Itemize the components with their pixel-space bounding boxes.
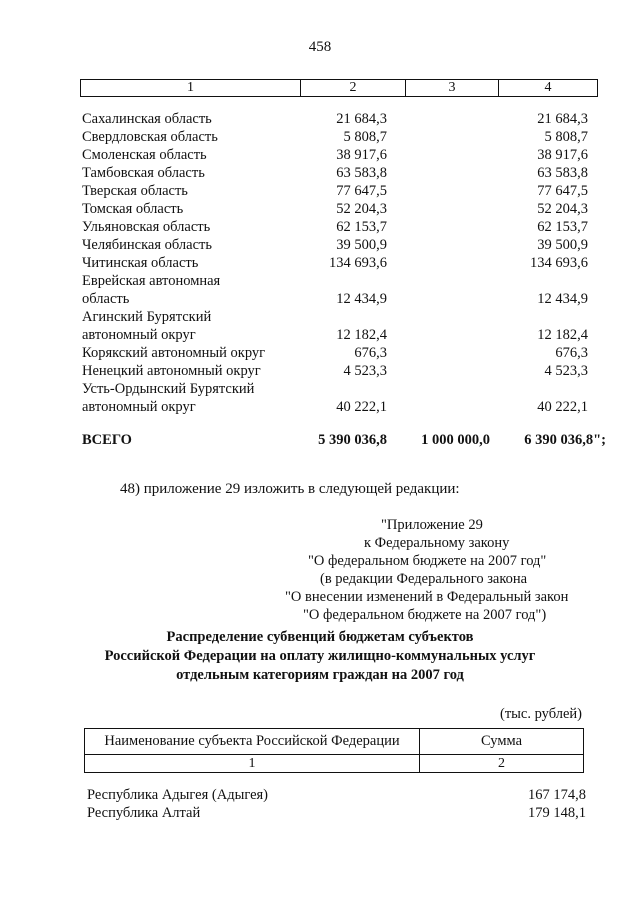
region-value-v4: 676,3: [555, 345, 588, 361]
region-value-v2: 5 808,7: [343, 129, 387, 145]
region-value-v4: 12 434,9: [537, 291, 588, 307]
region-value-v4: 39 500,9: [537, 237, 588, 253]
title-line: Распределение субвенций бюджетам субъектов: [166, 629, 474, 645]
region-value-v2: 39 500,9: [336, 237, 387, 253]
region-value-v2: 38 917,6: [336, 147, 387, 163]
table2-column-numbers: [84, 754, 584, 773]
region-value-v2: 63 583,8: [336, 165, 387, 181]
region-value-v2: 52 204,3: [336, 201, 387, 217]
region-name: Республика Адыгея (Адыгея): [87, 787, 269, 803]
page-number: 458: [308, 39, 332, 55]
region-name: Тамбовская область: [82, 165, 205, 181]
region-sum: 167 174,8: [528, 787, 586, 803]
region-name: Республика Алтай: [87, 805, 201, 821]
title-line: отдельным категориям граждан на 2007 год: [176, 667, 464, 683]
total-col-4: 6 390 036,8";: [524, 432, 606, 448]
region-value-v4: 12 182,4: [537, 327, 588, 343]
region-value-v4: 5 808,7: [544, 129, 588, 145]
region-value-v4: 21 684,3: [537, 111, 588, 127]
table1-col-2: 2: [301, 80, 406, 96]
table2-header-name: Наименование субъекта Российской Федерации: [85, 729, 420, 754]
region-value-v4: 77 647,5: [537, 183, 588, 199]
region-name: Ненецкий автономный округ: [82, 363, 261, 379]
region-value-v4: 52 204,3: [537, 201, 588, 217]
region-name: Агинский Бурятский: [82, 309, 212, 325]
region-name: Усть-Ордынский Бурятский: [82, 381, 255, 397]
region-value-v4: 134 693,6: [530, 255, 588, 271]
total-col-3: 1 000 000,0: [421, 432, 490, 448]
region-value-v4: 4 523,3: [544, 363, 588, 379]
region-value-v4: 62 153,7: [537, 219, 588, 235]
total-label: ВСЕГО: [82, 432, 132, 448]
region-name: Корякский автономный округ: [82, 345, 266, 361]
region-sum: 179 148,1: [528, 805, 586, 821]
region-name: автономный округ: [82, 327, 196, 343]
region-name: Еврейская автономная: [82, 273, 221, 289]
region-name: область: [82, 291, 130, 307]
appendix-header: [260, 516, 640, 624]
region-value-v2: 77 647,5: [336, 183, 387, 199]
region-value-v2: 134 693,6: [329, 255, 387, 271]
region-value-v2: 4 523,3: [343, 363, 387, 379]
appendix-line: "Приложение 29: [381, 517, 483, 533]
table2-header-sum: Сумма: [480, 733, 523, 749]
region-value-v4: 40 222,1: [537, 399, 588, 415]
table1-col-3: 3: [406, 80, 499, 96]
table1-col-4: 4: [544, 80, 552, 95]
document-title: [0, 628, 640, 685]
region-value-v2: 12 182,4: [336, 327, 387, 343]
appendix-line: "О внесении изменений в Федеральный закон: [285, 589, 569, 605]
amendment-paragraph: 48) приложение 29 изложить в следующей редакции:: [120, 481, 460, 497]
region-name: Тверская область: [82, 183, 188, 199]
table2-col-1: 1: [85, 755, 420, 772]
table1-col-1: 1: [81, 80, 301, 96]
region-name: Читинская область: [82, 255, 199, 271]
region-name: Сахалинская область: [82, 111, 212, 127]
total-col-2: 5 390 036,8: [318, 432, 387, 448]
table1-column-header: [80, 79, 598, 97]
region-value-v2: 40 222,1: [336, 399, 387, 415]
table2-header: [84, 728, 584, 755]
region-name: Ульяновская область: [82, 219, 211, 235]
appendix-line: (в редакции Федерального закона: [320, 571, 528, 587]
region-value-v2: 62 153,7: [336, 219, 387, 235]
region-value-v4: 63 583,8: [537, 165, 588, 181]
region-name: Томская область: [82, 201, 184, 217]
table2-col-2: 2: [498, 756, 505, 771]
region-value-v4: 38 917,6: [537, 147, 588, 163]
region-value-v2: 12 434,9: [336, 291, 387, 307]
appendix-line: "О федеральном бюджете на 2007 год"): [303, 607, 547, 623]
units-label: (тыс. рублей): [500, 706, 582, 722]
title-line: Российской Федерации на оплату жилищно-коммунальных услуг: [104, 648, 536, 664]
region-name: Свердловская область: [82, 129, 218, 145]
region-value-v2: 21 684,3: [336, 111, 387, 127]
region-value-v2: 676,3: [354, 345, 387, 361]
region-name: Челябинская область: [82, 237, 212, 253]
appendix-line: к Федеральному закону: [364, 535, 510, 551]
region-name: Смоленская область: [82, 147, 207, 163]
appendix-line: "О федеральном бюджете на 2007 год": [308, 553, 547, 569]
region-name: автономный округ: [82, 399, 196, 415]
